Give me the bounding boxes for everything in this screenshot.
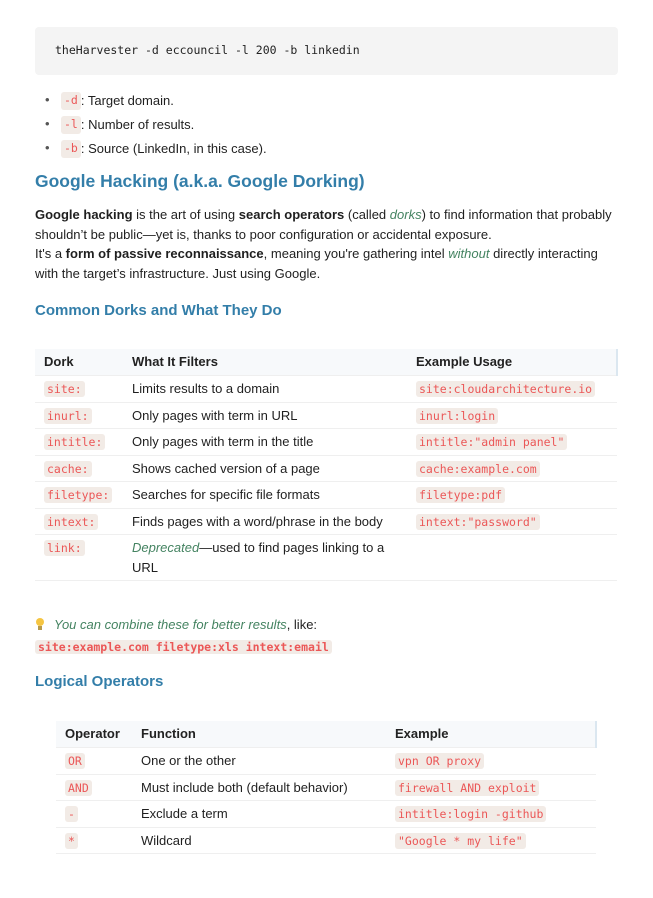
example-code: intitle:login -github — [395, 806, 546, 822]
operator-code: * — [65, 833, 78, 849]
example-code: firewall AND exploit — [395, 780, 539, 796]
italic-term: without — [448, 246, 490, 261]
example-code: vpn OR proxy — [395, 753, 484, 769]
deprecated-label: Deprecated — [132, 540, 200, 555]
bold-term: Google hacking — [35, 207, 133, 222]
command-code-block — [35, 27, 618, 75]
column-header: Function — [132, 721, 386, 748]
document-page — [0, 27, 653, 854]
filter-cell: Searches for specific file formats — [132, 487, 320, 502]
table-row — [35, 482, 617, 509]
flag-description: : Target domain. — [80, 93, 174, 109]
tip-rest: , like: — [286, 617, 318, 632]
text-run: , meaning you're gathering intel — [263, 246, 449, 261]
dork-code: filetype: — [44, 487, 112, 503]
example-code: intitle:"admin panel" — [416, 434, 567, 450]
table-row — [35, 535, 617, 581]
function-cell: Must include both (default behavior) — [141, 779, 348, 795]
filter-cell: Limits results to a domain — [132, 381, 280, 396]
list-item — [35, 137, 618, 161]
google-hacking-paragraph — [35, 205, 618, 283]
dork-code: cache: — [44, 461, 92, 477]
dorks-table — [35, 349, 618, 581]
flag-list — [35, 89, 618, 161]
function-cell: Exclude a term — [141, 806, 228, 821]
table-row — [35, 402, 617, 429]
example-code: intext:"password" — [416, 514, 540, 530]
table-row — [35, 376, 617, 403]
operator-code: AND — [65, 780, 92, 796]
text-run: is the art of using — [132, 207, 239, 222]
flag-code: • -b — [61, 140, 81, 157]
filter-cell — [123, 535, 407, 581]
operator-code: - — [65, 806, 78, 822]
filter-cell: Shows cached version of a page — [132, 460, 320, 476]
logical-operators-heading: Logical Operators — [35, 673, 164, 690]
table-row — [56, 827, 596, 854]
table-row — [35, 508, 617, 535]
flag-description: : Source (LinkedIn, in this case). — [80, 141, 267, 157]
list-item — [35, 89, 618, 113]
example-cell-empty — [407, 535, 617, 581]
dork-code: intext: — [44, 514, 98, 530]
command-text: theHarvester -d eccouncil -l 200 -b linkedin — [55, 43, 360, 58]
flag-description: : Number of results. — [80, 117, 195, 133]
logical-operators-table — [56, 721, 597, 854]
dork-code: inurl: — [44, 408, 92, 424]
table-row — [35, 429, 617, 456]
example-code: site:cloudarchitecture.io — [416, 381, 595, 397]
operator-code: OR — [65, 753, 85, 769]
example-code: "Google * my life" — [395, 833, 526, 849]
flag-code: • -d — [61, 92, 81, 109]
column-header: Operator — [56, 721, 132, 748]
example-code: cache:example.com — [416, 461, 540, 477]
column-header: What It Filters — [123, 349, 407, 376]
function-cell: Wildcard — [141, 832, 192, 848]
text-run: ) to find information that probably shouldn’t be public—yet is, thanks to poor configuration or accidental exposure. — [35, 207, 612, 242]
bold-term: search operators — [238, 207, 345, 222]
paragraph-passive — [35, 244, 618, 283]
dork-code: intitle: — [44, 434, 105, 450]
filter-cell: Only pages with term in the title — [132, 434, 314, 449]
example-code: inurl:login — [416, 408, 498, 424]
table-row — [56, 774, 596, 801]
filter-cell: Finds pages with a word/phrase in the body — [132, 513, 383, 529]
google-hacking-heading: Google Hacking (a.k.a. Google Dorking) — [35, 171, 365, 191]
italic-term: dorks — [389, 207, 422, 222]
table-row — [35, 455, 617, 482]
table-header-row — [35, 349, 617, 376]
list-item — [35, 113, 618, 137]
example-code: filetype:pdf — [416, 487, 505, 503]
common-dorks-heading: Common Dorks and What They Do — [35, 302, 282, 319]
column-header: Example Usage — [407, 349, 617, 376]
dork-code: link: — [44, 540, 85, 556]
tip-callout — [35, 615, 618, 656]
column-header: Example — [386, 721, 596, 748]
table-row — [56, 748, 596, 775]
table-row — [56, 801, 596, 828]
lightbulb-icon — [35, 618, 45, 632]
filter-cell: Only pages with term in URL — [132, 407, 298, 423]
text-run: directly interacting with the target’s infrastructure. Just using Google. — [35, 246, 598, 281]
column-header: Dork — [35, 349, 123, 376]
flag-code: • -l — [61, 116, 81, 133]
table-header-row — [56, 721, 596, 748]
text-run: (called — [344, 207, 390, 222]
bold-term: form of passive reconnaissance — [65, 246, 264, 261]
paragraph-definition — [35, 205, 618, 244]
tip-code: site:example.com filetype:xls intext:email — [35, 640, 332, 654]
dork-code: site: — [44, 381, 85, 397]
filter-text: —used to find pages linking to a URL — [132, 540, 385, 575]
tip-italic: You can combine these for better results — [54, 617, 287, 632]
function-cell: One or the other — [141, 753, 236, 768]
text-run: It's a — [35, 246, 66, 261]
